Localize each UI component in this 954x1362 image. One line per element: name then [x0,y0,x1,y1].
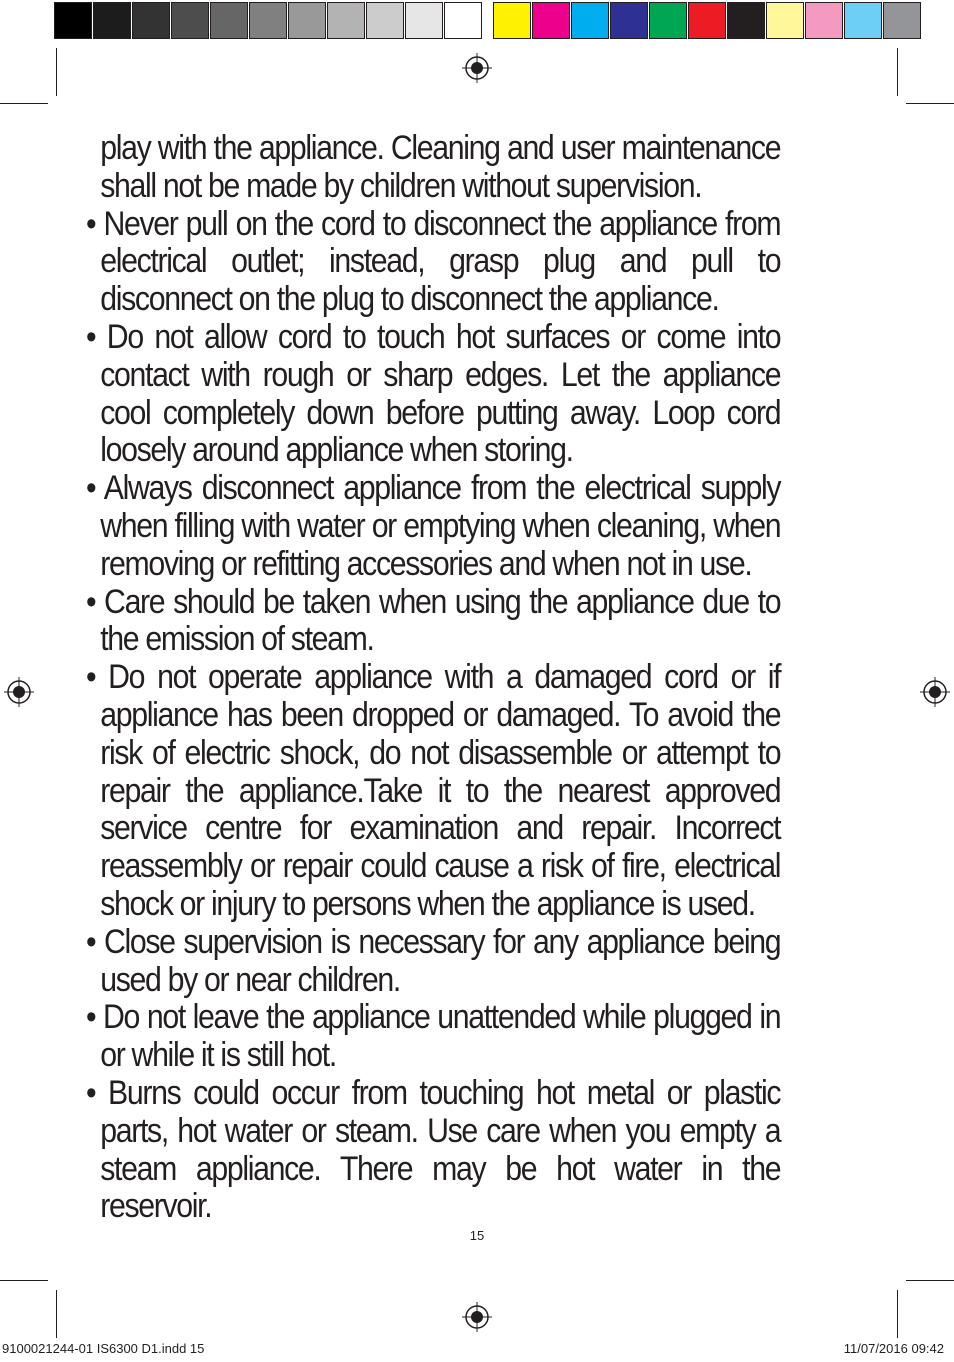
continuation-paragraph: play with the appliance. Cleaning and user maintenance shall not be made by children without supervision. [100,129,781,205]
bullet-item: • Do not operate appliance with a damaged cord or if appliance has been dropped or damaged. To avoid the risk of electric shock, do not disassemble or attempt to repair the appliance.Take it to the nearest approved service centre for examination and repair. Incorrect reassembly or repair could cause a risk of fire, electrical shock or injury to persons when the appliance is used. [86,658,781,923]
registration-mark-left-icon [4,677,34,707]
bullet-item: • Burns could occur from touching hot metal or plastic parts, hot water or steam. Use care when you empty a steam appliance. There may be hot water in the reservoir. [86,1073,781,1226]
color-swatch-3 [610,2,648,39]
safety-instructions [86,130,780,1226]
bullet-item: • Do not allow cord to touch hot surfaces or come into contact with rough or sharp edges. Let the appliance cool completely down before putting away. Loop cord loosely around appliance when storing. [86,317,781,470]
gray-swatch-2 [132,2,170,39]
color-swatch-7 [766,2,804,39]
gray-swatch-7 [327,2,365,39]
bullet-item: • Do not leave the appliance unattended while plugged in or while it is still hot. [86,998,781,1075]
registration-mark-right-icon [920,677,950,707]
gray-swatch-4 [210,2,248,39]
gray-swatch-8 [366,2,404,39]
crop-mark-bottom-left-horizontal [0,1280,48,1281]
color-swatch-6 [727,2,765,39]
color-swatch-9 [844,2,882,39]
color-swatch-1 [532,2,570,39]
gray-swatch-0 [54,2,92,39]
gray-swatch-10 [444,2,482,39]
registration-mark-bottom-icon [462,1302,492,1332]
color-swatch-4 [649,2,687,39]
color-swatch-group [493,2,922,39]
grayscale-swatch-group [54,2,483,39]
color-swatch-0 [493,2,531,39]
gray-swatch-6 [288,2,326,39]
gray-swatch-9 [405,2,443,39]
crop-mark-bottom-left-vertical [56,1290,57,1338]
bullet-item: • Always disconnect appliance from the electrical supply when filling with water or emptying when cleaning, when removing or refitting accessories and when not in use. [86,469,781,583]
crop-mark-top-left-vertical [56,48,57,96]
gray-swatch-1 [93,2,131,39]
color-swatch-2 [571,2,609,39]
crop-mark-bottom-right-vertical [897,1290,898,1338]
crop-mark-bottom-right-horizontal [906,1280,954,1281]
crop-mark-top-right-horizontal [906,103,954,104]
gray-swatch-5 [249,2,287,39]
page-number: 15 [469,1228,485,1243]
slug-datetime: 11/07/2016 09:42 [843,1341,944,1356]
gray-swatch-3 [171,2,209,39]
color-swatch-10 [883,2,921,39]
color-swatch-5 [688,2,726,39]
registration-mark-top-icon [462,53,492,83]
slug-filename: 9100021244-01 IS6300 D1.indd 15 [2,1341,205,1356]
bullet-item: • Close supervision is necessary for any appliance being used by or near children. [86,922,781,999]
bullet-item: • Never pull on the cord to disconnect the appliance from electrical outlet; instead, grasp plug and pull to disconnect on the plug to disconnect the appliance. [86,204,781,319]
crop-mark-top-left-horizontal [0,103,48,104]
color-swatch-8 [805,2,843,39]
bullet-item: • Care should be taken when using the appliance due to the emission of steam. [86,582,781,659]
crop-mark-top-right-vertical [897,48,898,96]
color-calibration-bar [54,2,922,39]
